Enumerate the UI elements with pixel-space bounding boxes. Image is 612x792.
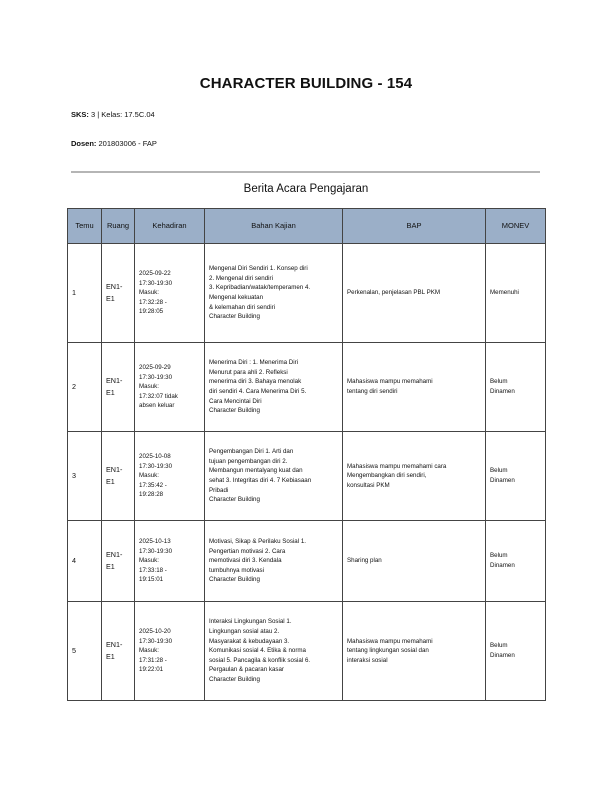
col-header-ruang: Ruang bbox=[102, 209, 135, 244]
section-title: Berita Acara Pengajaran bbox=[243, 183, 369, 195]
cell-ruang: EN1- E1 bbox=[102, 521, 135, 602]
col-header-monev: MONEV bbox=[486, 209, 546, 244]
sks-value: 3 | Kelas: 17.5C.04 bbox=[91, 110, 155, 119]
cell-bahan-kajian: Mengenal Diri Sendiri 1. Konsep diri 2. Mengenal diri sendiri 3. Kepribadian/watak/temperamen 4. Mengenal kekuatan & kelemahan diri sendiri Character Building bbox=[205, 244, 343, 343]
cell-bahan-kajian: Menerima Diri : 1. Menerima Diri Menurut para ahli 2. Refleksi menerima diri 3. Bahaya menolak diri sendiri 4. Cara Menerima Diri 5. Cara Mencintai Diri Character Building bbox=[205, 343, 343, 432]
table-row bbox=[68, 521, 546, 602]
table-row bbox=[68, 343, 546, 432]
cell-monev: Belum Dinamen bbox=[486, 432, 546, 521]
table-row bbox=[68, 432, 546, 521]
dosen-label: Dosen: bbox=[71, 139, 97, 148]
cell-bap: Sharing plan bbox=[343, 521, 486, 602]
cell-monev: Belum Dinamen bbox=[486, 602, 546, 701]
cell-bap: Perkenalan, penjelasan PBL PKM bbox=[343, 244, 486, 343]
dosen-line bbox=[71, 139, 157, 148]
cell-bahan-kajian: Motivasi, Sikap & Perilaku Sosial 1. Pengertian motivasi 2. Cara memotivasi diri 3. Kendala tumbuhnya motivasi Character Building bbox=[205, 521, 343, 602]
cell-bahan-kajian: Interaksi Lingkungan Sosial 1. Lingkungan sosial atau 2. Masyarakat & kebudayaan 3. Komunikasi sosial 4. Etika & norma sosial 5. Pancagila & konflik sosial 6. Pergaulan & pacaran kasar Character Building bbox=[205, 602, 343, 701]
page-title: CHARACTER BUILDING - 154 bbox=[199, 75, 413, 92]
col-header-bap: BAP bbox=[343, 209, 486, 244]
divider bbox=[71, 171, 540, 173]
cell-temu: 2 bbox=[68, 343, 102, 432]
cell-ruang: EN1- E1 bbox=[102, 343, 135, 432]
sks-line bbox=[71, 110, 155, 119]
cell-ruang: EN1- E1 bbox=[102, 602, 135, 701]
table-header-row bbox=[68, 209, 546, 244]
cell-kehadiran: 2025-10-20 17:30-19:30 Masuk: 17:31:28 - 19:22:01 bbox=[135, 602, 205, 701]
cell-kehadiran: 2025-09-22 17:30-19:30 Masuk: 17:32:28 - 19:28:05 bbox=[135, 244, 205, 343]
table-row bbox=[68, 244, 546, 343]
bap-table bbox=[67, 208, 546, 701]
cell-temu: 4 bbox=[68, 521, 102, 602]
cell-monev: Memenuhi bbox=[486, 244, 546, 343]
cell-ruang: EN1- E1 bbox=[102, 244, 135, 343]
cell-bap: Mahasiswa mampu memahami tentang lingkungan sosial dan interaksi sosial bbox=[343, 602, 486, 701]
cell-bap: Mahasiswa mampu memahami cara Mengembangkan diri sendiri, konsultasi PKM bbox=[343, 432, 486, 521]
sks-label: SKS: bbox=[71, 110, 89, 119]
cell-bahan-kajian: Pengembangan Diri 1. Arti dan tujuan pengembangan diri 2. Membangun mentalyang kuat dan sehat 3. Integritas diri 4. 7 Kebiasaan Pribadi Character Building bbox=[205, 432, 343, 521]
cell-kehadiran: 2025-10-08 17:30-19:30 Masuk: 17:35:42 - 19:28:28 bbox=[135, 432, 205, 521]
cell-temu: 3 bbox=[68, 432, 102, 521]
col-header-kehadiran: Kehadiran bbox=[135, 209, 205, 244]
cell-temu: 1 bbox=[68, 244, 102, 343]
cell-kehadiran: 2025-10-13 17:30-19:30 Masuk: 17:33:18 - 19:15:01 bbox=[135, 521, 205, 602]
table-row bbox=[68, 602, 546, 701]
col-header-bahan-kajian: Bahan Kajian bbox=[205, 209, 343, 244]
col-header-temu: Temu bbox=[68, 209, 102, 244]
cell-ruang: EN1- E1 bbox=[102, 432, 135, 521]
cell-kehadiran: 2025-09-29 17:30-19:30 Masuk: 17:32:07 tidak absen keluar bbox=[135, 343, 205, 432]
cell-monev: Belum Dinamen bbox=[486, 343, 546, 432]
cell-monev: Belum Dinamen bbox=[486, 521, 546, 602]
cell-bap: Mahasiswa mampu memahami tentang diri sendiri bbox=[343, 343, 486, 432]
dosen-value: 201803006 - FAP bbox=[98, 139, 157, 148]
cell-temu: 5 bbox=[68, 602, 102, 701]
